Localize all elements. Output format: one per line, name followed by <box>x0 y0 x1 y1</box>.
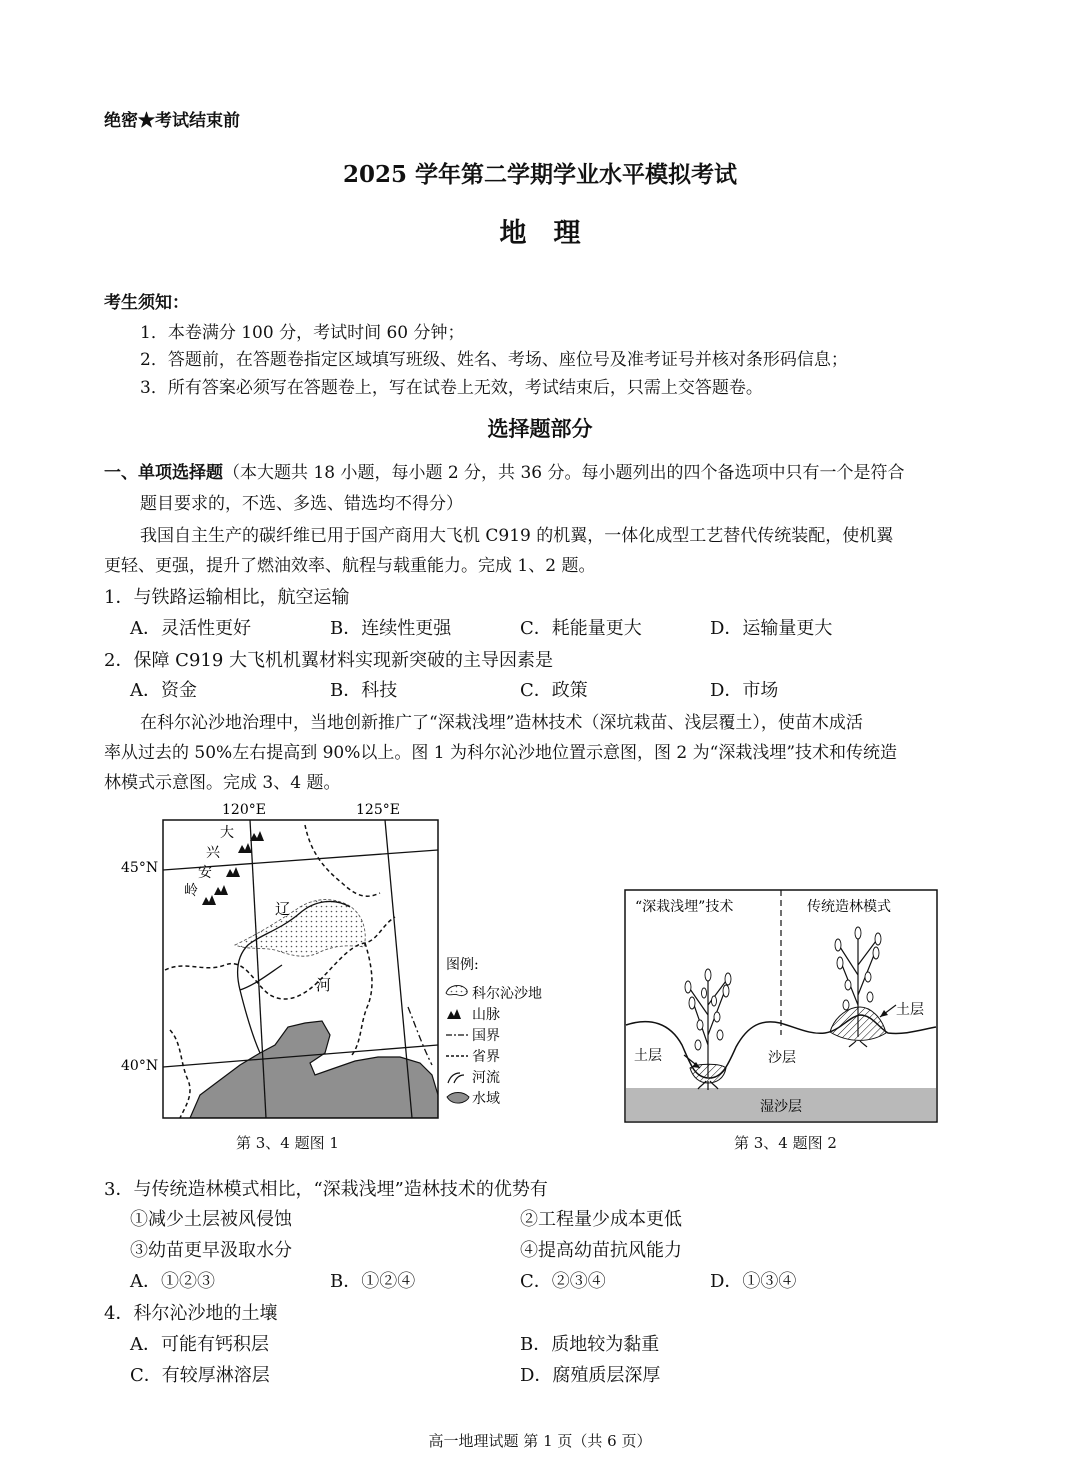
q3-option-a[interactable]: A．①②③ <box>130 1271 215 1292</box>
notice-heading: 考生须知： <box>104 293 189 313</box>
part1-instruction <box>104 458 905 483</box>
passage2-line1: 在科尔沁沙地治理中，当地创新推广了“深栽浅埋”造林技术（深坑栽苗、浅层覆土），使苗木成活 <box>140 713 863 733</box>
legend-province-border-label: 省界 <box>472 1049 500 1065</box>
he-label: 河 <box>316 976 332 994</box>
q1-option-d[interactable]: D．运输量更大 <box>710 618 833 639</box>
figure1-caption: 第 3、4 题图 1 <box>236 1134 339 1152</box>
lon-120-label: 120°E <box>222 802 266 818</box>
mountain-char-1: 大 <box>220 825 234 841</box>
q1-stem: 1．与铁路运输相比，航空运输 <box>104 587 350 608</box>
legend-sand-label: 科尔沁沙地 <box>472 986 542 1002</box>
figure2-diagram <box>620 885 945 1130</box>
figure1-map <box>110 795 580 1125</box>
lat-40-label: 40°N <box>121 1058 159 1074</box>
q4-option-b[interactable]: B．质地较为黏重 <box>520 1334 660 1355</box>
mountain-char-4: 岭 <box>184 883 198 899</box>
mountain-char-2: 兴 <box>206 845 220 861</box>
q4-option-a[interactable]: A．可能有钙积层 <box>130 1334 269 1355</box>
legend-river-icon <box>448 1073 464 1083</box>
legend-mountain-label: 山脉 <box>472 1007 500 1023</box>
part1-desc: （本大题共 18 小题，每小题 2 分，共 36 分。每小题列出的四个备选项中只有一个是符合 <box>223 463 905 483</box>
q1-option-b[interactable]: B．连续性更强 <box>330 618 452 639</box>
legend-sand-icon <box>446 986 467 996</box>
page-footer: 高一地理试题 第 1 页（共 6 页） <box>428 1432 652 1450</box>
q3-stem: 3．与传统造林模式相比，“深栽浅埋”造林技术的优势有 <box>104 1179 548 1200</box>
q2-option-b[interactable]: B．科技 <box>330 680 398 701</box>
soil-label-right: 土层 <box>896 1002 924 1018</box>
q4-stem: 4．科尔沁沙地的土壤 <box>104 1303 278 1324</box>
wet-sand-label: 湿沙层 <box>760 1099 802 1115</box>
q3-statement-1: ①减少土层被风侵蚀 <box>130 1209 292 1230</box>
part1-label: 一、单项选择题 <box>104 463 223 483</box>
notice-item-1: 1．本卷满分 100 分，考试时间 60 分钟； <box>140 323 465 343</box>
legend-water-label: 水域 <box>472 1091 500 1107</box>
national-border <box>408 1007 432 1065</box>
q1-option-c[interactable]: C．耗能量更大 <box>520 618 642 639</box>
q3-statement-4: ④提高幼苗抗风能力 <box>520 1240 682 1261</box>
passage1-line1: 我国自主生产的碳纤维已用于国产商用大飞机 C919 的机翼，一体化成型工艺替代传统装配，使机翼 <box>140 526 894 546</box>
q2-option-d[interactable]: D．市场 <box>710 680 779 701</box>
sand-layer-label: 沙层 <box>768 1050 796 1066</box>
q3-option-c[interactable]: C．②③④ <box>520 1271 606 1292</box>
q2-option-c[interactable]: C．政策 <box>520 680 588 701</box>
notice-item-3: 3．所有答案必须写在答题卷上，写在试卷上无效，考试结束后，只需上交答题卷。 <box>140 378 763 398</box>
q1-option-a[interactable]: A．灵活性更好 <box>130 618 251 639</box>
legend-water-icon <box>447 1093 469 1104</box>
lat-45-label: 45°N <box>121 860 159 876</box>
traditional-title: 传统造林模式 <box>807 899 891 915</box>
liao-label: 辽 <box>275 900 291 918</box>
q2-option-a[interactable]: A．资金 <box>130 680 197 701</box>
q3-statement-3: ③幼苗更早汲取水分 <box>130 1240 292 1261</box>
legend-river-label: 河流 <box>472 1070 500 1086</box>
deep-plant-title: “深栽浅埋”技术 <box>635 899 734 915</box>
q4-option-d[interactable]: D．腐殖质层深厚 <box>520 1365 661 1386</box>
mountain-char-3: 安 <box>198 865 212 881</box>
legend-mountain-icon <box>447 1009 461 1019</box>
passage2-line2: 率从过去的 50%左右提高到 90%以上。图 1 为科尔沁沙地位置示意图，图 2 为“深栽浅埋”技术和传统造 <box>104 743 898 763</box>
q3-option-b[interactable]: B．①②④ <box>330 1271 416 1292</box>
part1-desc-cont: 题目要求的，不选、多选、错选均不得分） <box>140 494 463 514</box>
q2-stem: 2．保障 C919 大飞机机翼材料实现新突破的主导因素是 <box>104 650 554 671</box>
notice-item-2: 2．答题前，在答题卷指定区域填写班级、姓名、考场、座位号及准考证号并核对条形码信息； <box>140 350 848 370</box>
legend-national-border-label: 国界 <box>472 1028 500 1044</box>
q3-option-d[interactable]: D．①③④ <box>710 1271 797 1292</box>
section-title: 选择题部分 <box>487 416 593 441</box>
lon-125-label: 125°E <box>356 802 400 818</box>
water-area <box>190 1021 438 1118</box>
soil-label-left: 土层 <box>634 1048 662 1064</box>
passage2-line3: 林模式示意图。完成 3、4 题。 <box>104 773 341 793</box>
secret-label: 绝密★考试结束前 <box>104 111 240 131</box>
passage1-line2: 更轻、更强，提升了燃油效率、航程与载重能力。完成 1、2 题。 <box>104 556 596 576</box>
exam-title: 2025 学年第二学期学业水平模拟考试 <box>342 161 738 188</box>
subject-title: 地 理 <box>499 218 581 249</box>
q3-statement-2: ②工程量少成本更低 <box>520 1209 682 1230</box>
legend-title: 图例: <box>446 957 479 973</box>
figure2-caption: 第 3、4 题图 2 <box>734 1134 837 1152</box>
q4-option-c[interactable]: C．有较厚淋溶层 <box>130 1365 270 1386</box>
